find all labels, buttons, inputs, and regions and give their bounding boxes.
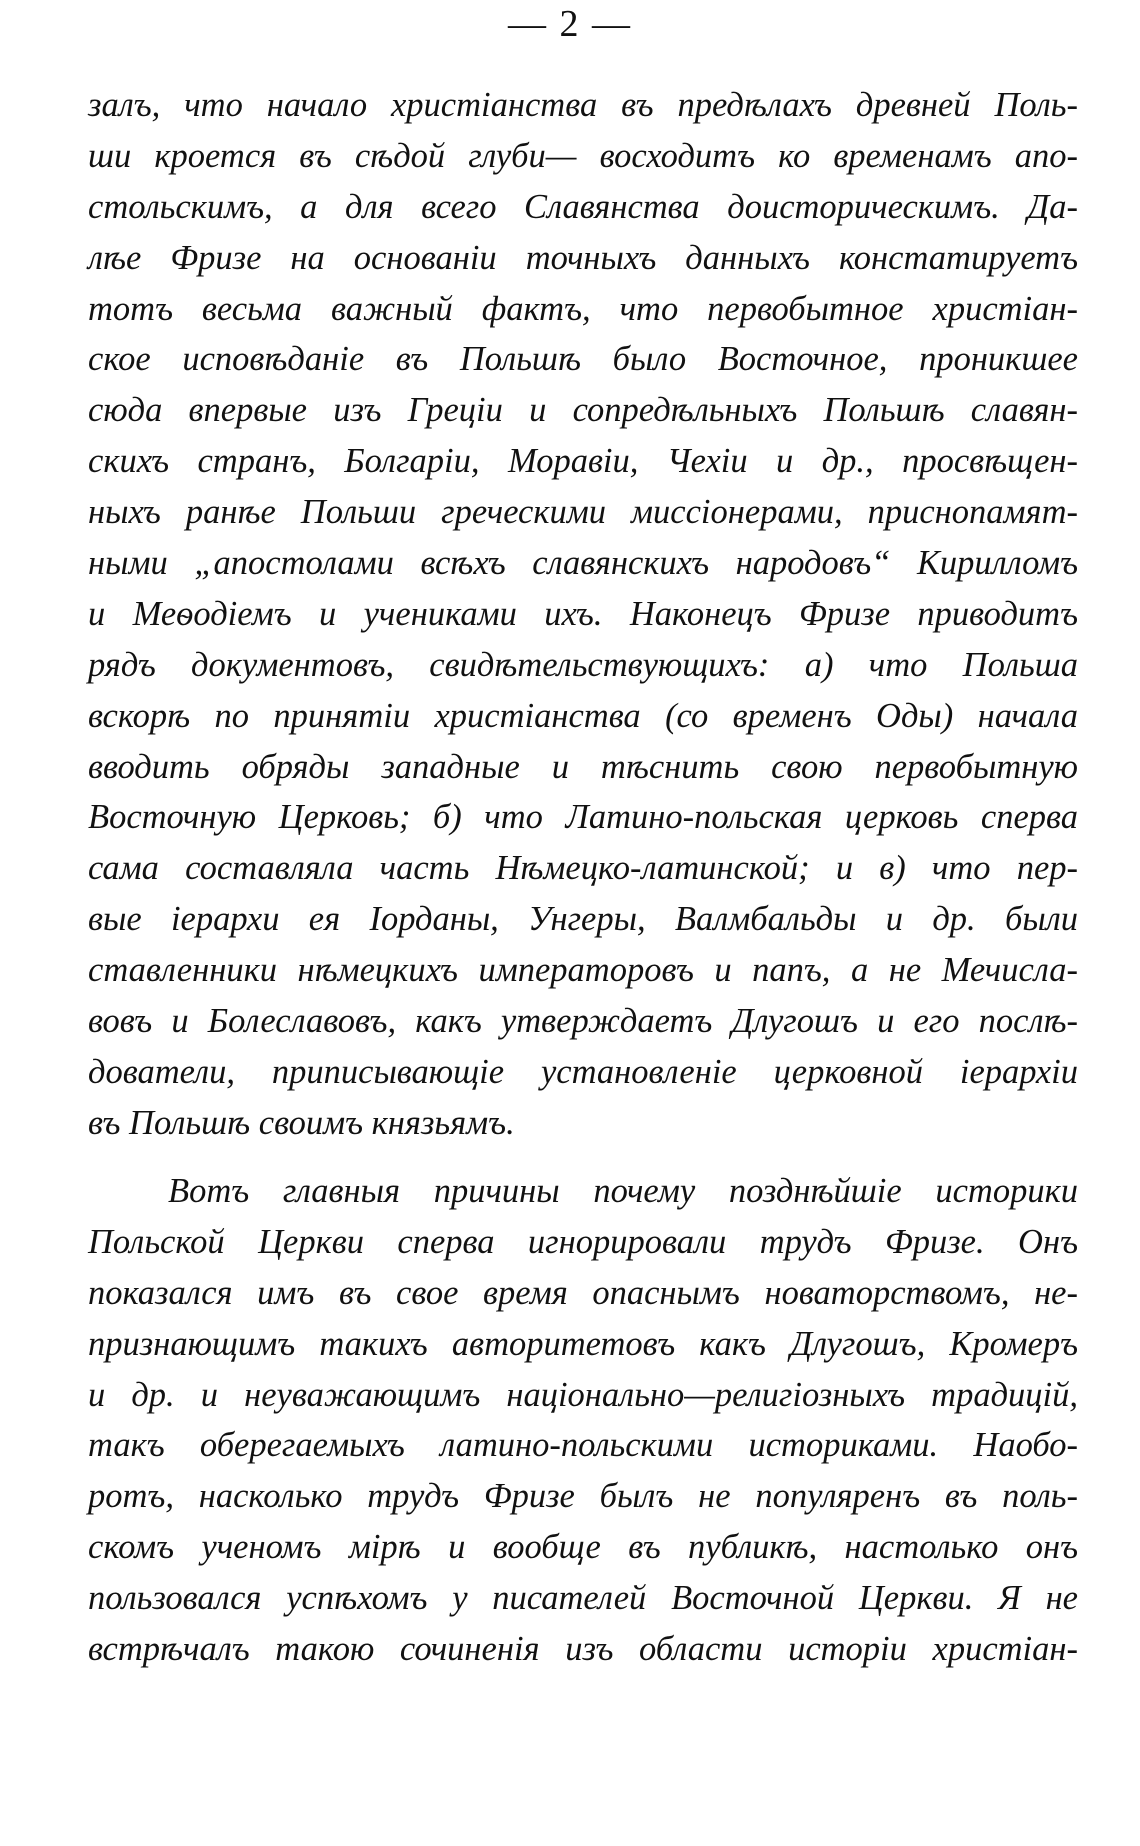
- text-line: сюда впервые изъ Греціи и сопредѣльныхъ Польшѣ славян-: [88, 391, 1078, 430]
- paragraph-2: [88, 1166, 1078, 1675]
- text-line: Вотъ главныя причины почему позднѣйшіе историки: [168, 1172, 1078, 1210]
- text-line: признающимъ такихъ авторитетовъ какъ Длугошъ, Кромеръ: [88, 1324, 1078, 1363]
- text-line: показался имъ въ свое время опаснымъ новаторствомъ, не-: [88, 1273, 1078, 1312]
- text-line: и др. и неуважающимъ національно—религіозныхъ традицій,: [88, 1375, 1078, 1414]
- text-line: лѣе Фризе на основаніи точныхъ данныхъ констатируетъ: [88, 238, 1078, 277]
- text-line: рядъ документовъ, свидѣтельствующихъ: а) что Польша: [88, 645, 1078, 684]
- text-line: скихъ странъ, Болгаріи, Моравіи, Чехіи и др., просвѣщен-: [88, 442, 1078, 481]
- text-line: вые іерархи ея Іорданы, Унгеры, Валмбальды и др. были: [88, 900, 1078, 939]
- text-line: ныхъ ранѣе Польши греческими миссіонерами, приснопамят-: [88, 493, 1078, 532]
- text-line: ротъ, насколько трудъ Фризе былъ не популяренъ въ поль-: [88, 1477, 1078, 1516]
- text-line: встрѣчалъ такою сочиненія изъ области исторіи христіан-: [88, 1630, 1078, 1669]
- text-line: скомъ ученомъ мірѣ и вообще въ публикѣ, настолько онъ: [88, 1528, 1078, 1567]
- text-line: ными „апостолами всѣхъ славянскихъ народовъ“ Кирилломъ: [88, 544, 1078, 583]
- text-line: и Меѳодіемъ и учениками ихъ. Наконецъ Фризе приводитъ: [88, 594, 1078, 633]
- text-line: вскорѣ по принятіи христіанства (со временъ Оды) начала: [88, 696, 1078, 735]
- text-line: вовъ и Болеславовъ, какъ утверждаетъ Длугошъ и его послѣ-: [88, 1002, 1078, 1041]
- text-line: залъ, что начало христіанства въ предѣлахъ древней Поль-: [88, 86, 1078, 124]
- text-line: Польской Церкви сперва игнорировали трудъ Фризе. Онъ: [88, 1222, 1078, 1261]
- text-line: Восточную Церковь; б) что Латино-польская церковь сперва: [88, 798, 1078, 837]
- text-line: въ Польшѣ своимъ князьямъ.: [88, 1103, 515, 1142]
- paragraph-1: [88, 80, 1078, 1149]
- text-line: пользовался успѣхомъ у писателей Восточной Церкви. Я не: [88, 1579, 1078, 1618]
- text-line: дователи, приписывающіе установленіе церковной іерархіи: [88, 1052, 1078, 1091]
- text-line: ставленники нѣмецкихъ императоровъ и папъ, а не Мечисла-: [88, 951, 1078, 990]
- text-line: тотъ весьма важный фактъ, что первобытное христіан-: [88, 289, 1078, 328]
- page-number: — 2 —: [508, 3, 632, 45]
- text-line: такъ оберегаемыхъ латино-польскими историками. Наобо-: [88, 1426, 1078, 1465]
- text-line: сама составляла часть Нѣмецко-латинской; и в) что пер-: [88, 849, 1078, 888]
- text-line: стольскимъ, а для всего Славянства доисторическимъ. Да-: [88, 187, 1078, 226]
- text-line: вводить обряды западные и тѣснить свою первобытную: [88, 747, 1078, 786]
- text-line: ское исповѣданіе въ Польшѣ было Восточное, проникшее: [88, 340, 1078, 379]
- text-line: ши кроется въ сѣдой глуби— восходитъ ко временамъ апо-: [88, 136, 1078, 175]
